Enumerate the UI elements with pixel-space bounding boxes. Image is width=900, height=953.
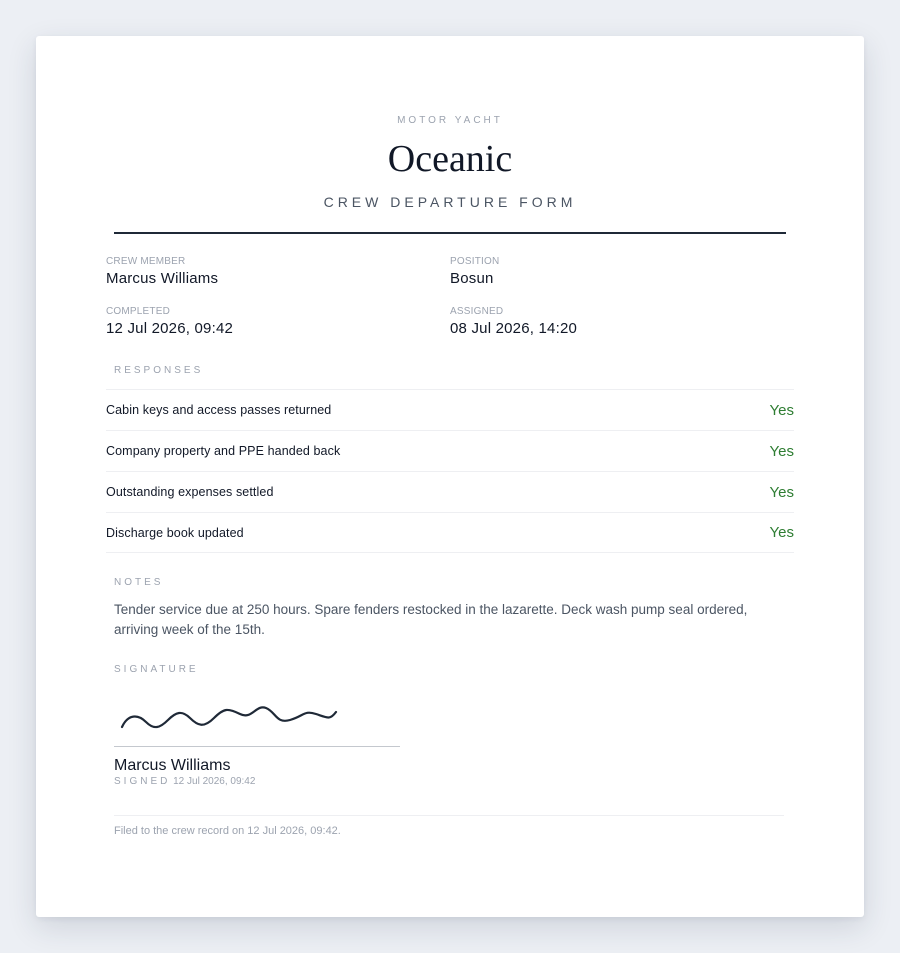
completed-label: COMPLETED (106, 306, 171, 317)
filed-note: Filed to the crew record on 12 Jul 2026, 09:42. (114, 825, 341, 837)
response-question: Outstanding expenses settled (106, 485, 274, 499)
crew-member-field (106, 256, 218, 287)
response-row (106, 512, 794, 553)
notes-text: Tender service due at 250 hours. Spare fenders restocked in the lazarette. Deck wash pump seal ordered, arriving week of the 15th. (114, 602, 748, 637)
position-label: POSITION (450, 256, 500, 267)
signer-name: Marcus Williams (114, 757, 231, 774)
form-title: CREW DEPARTURE FORM (323, 194, 577, 210)
header-divider (114, 232, 786, 234)
response-answer: Yes (769, 401, 794, 419)
completed-field (106, 306, 233, 337)
signed-label: SIGNED (114, 776, 171, 787)
signed-meta (114, 776, 255, 787)
vessel-type-eyebrow: MOTOR YACHT (397, 115, 503, 126)
signature-line (114, 746, 400, 747)
signed-timestamp: 12 Jul 2026, 09:42 (173, 776, 256, 787)
response-row (106, 471, 794, 512)
response-row (106, 389, 794, 430)
response-answer: Yes (769, 483, 794, 501)
response-answer: Yes (769, 442, 794, 460)
response-question: Cabin keys and access passes returned (106, 403, 332, 417)
responses-heading: RESPONSES (114, 365, 204, 376)
position-value: Bosun (450, 270, 494, 287)
response-question: Discharge book updated (106, 525, 244, 540)
position-field (450, 256, 499, 287)
footer-divider (114, 815, 784, 816)
signature-heading: SIGNATURE (114, 664, 199, 675)
responses-list (106, 389, 794, 553)
assigned-field (450, 306, 577, 337)
response-row (106, 430, 794, 471)
signature-image (116, 696, 356, 736)
completed-value: 12 Jul 2026, 09:42 (106, 320, 234, 337)
response-question: Company property and PPE handed back (106, 444, 341, 458)
crew-member-value: Marcus Williams (106, 270, 219, 287)
notes-heading: NOTES (114, 577, 164, 588)
vessel-name: Oceanic (387, 138, 513, 180)
assigned-value: 08 Jul 2026, 14:20 (450, 320, 578, 337)
assigned-label: ASSIGNED (450, 306, 504, 317)
departure-form-card (36, 36, 864, 917)
crew-member-label: CREW MEMBER (106, 256, 186, 267)
response-answer: Yes (769, 524, 794, 541)
